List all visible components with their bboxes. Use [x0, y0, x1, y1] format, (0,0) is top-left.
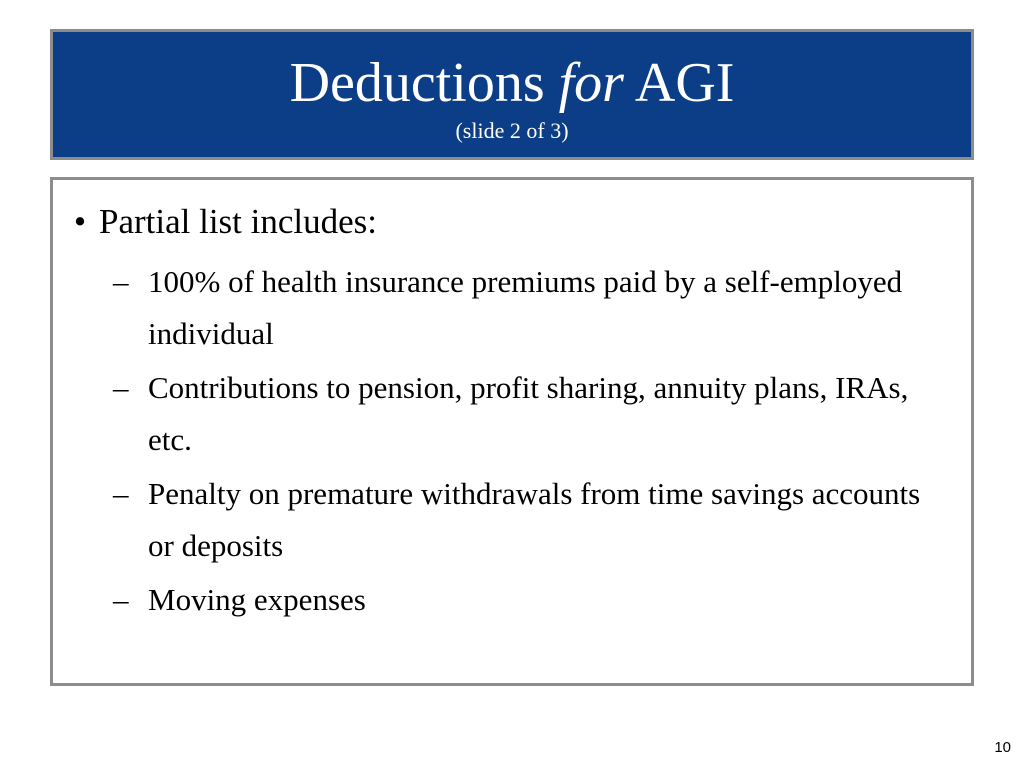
dash-icon: – [113, 264, 129, 299]
main-bullet [61, 200, 377, 244]
title-italic-word: for [558, 52, 624, 114]
slide-title [53, 52, 971, 114]
title-prefix: Deductions [289, 52, 559, 114]
slide-subtitle: (slide 2 of 3) [455, 118, 569, 143]
sub-bullet-text: Penalty on premature withdrawals from time savings accounts or deposits [148, 476, 921, 563]
page-number: 10 [994, 739, 1011, 756]
bullet-dot-icon: • [73, 202, 87, 241]
sub-bullet-list [113, 256, 953, 628]
sub-bullet-text: 100% of health insurance premiums paid by a self-employed individual [148, 264, 903, 351]
dash-icon: – [113, 476, 129, 511]
sub-bullet [113, 362, 953, 466]
sub-bullet [113, 256, 953, 360]
main-bullet-text: Partial list includes: [99, 202, 378, 241]
sub-bullet [113, 574, 953, 626]
sub-bullet-text: Contributions to pension, profit sharing, annuity plans, IRAs, etc. [148, 370, 909, 457]
dash-icon: – [113, 582, 129, 617]
sub-bullet-text: Moving expenses [148, 582, 366, 617]
title-banner [50, 29, 974, 160]
title-suffix: AGI [623, 52, 735, 114]
content-box [50, 177, 974, 686]
dash-icon: – [113, 370, 129, 405]
sub-bullet [113, 468, 953, 572]
